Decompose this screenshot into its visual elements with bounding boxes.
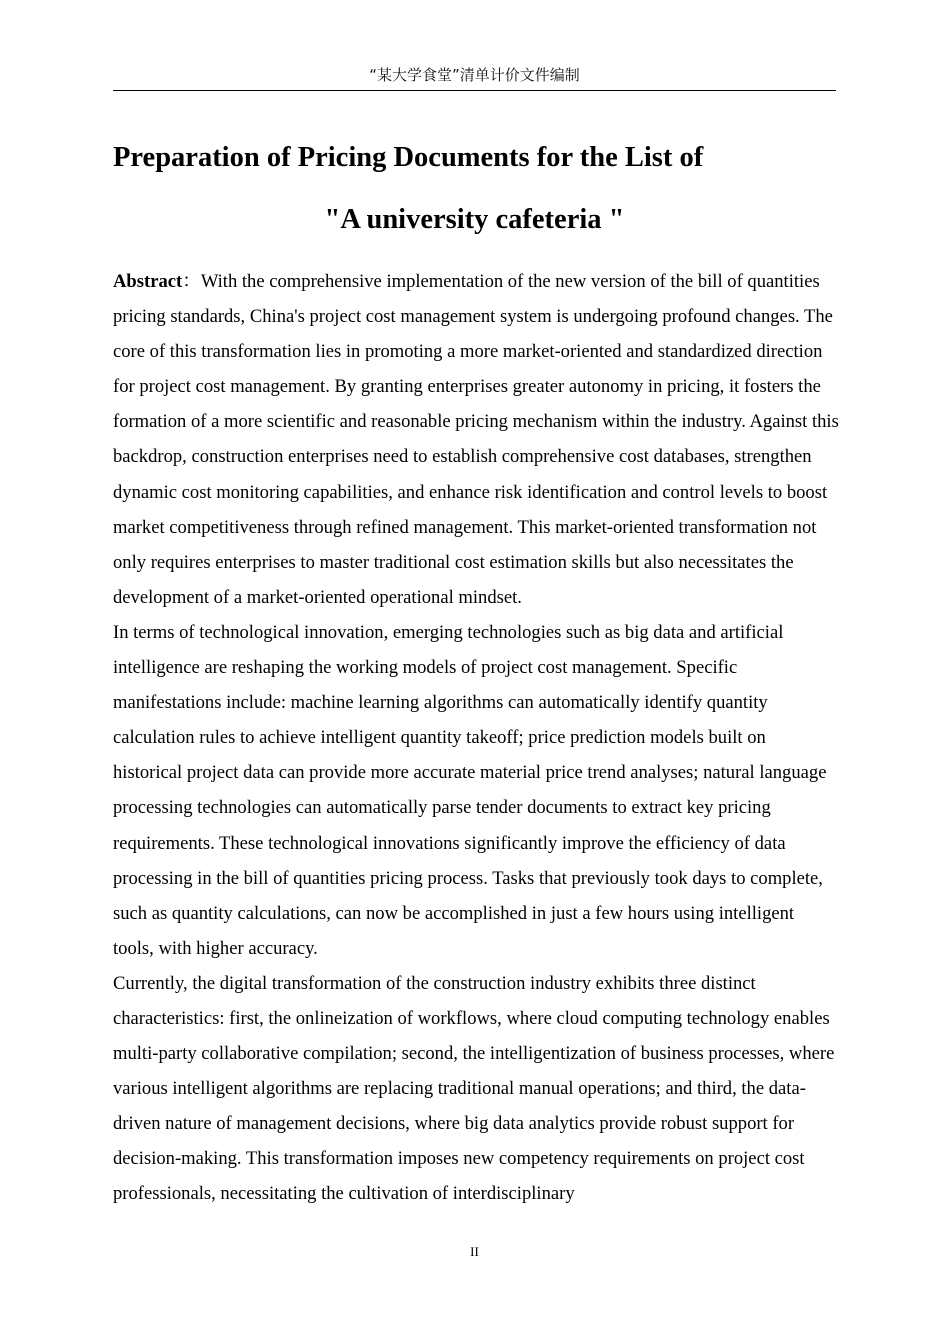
page-number: II [470,1244,479,1259]
abstract-paragraph-3: Currently, the digital transformation of the construction industry exhibits three distinct characteristics: first, the onlineization of workflows, where cloud computing technology enables multi-party collaborative compilation; second, the intelligentization of business processes, where various intelligent algorithms are replacing traditional manual operations; and third, the data-driven nature of management decisions, where big data analytics provide robust support for decision-making. This transformation imposes new competency requirements on project cost professionals, necessitating the cultivation of interdisciplinary [113,972,835,1205]
title-line-1: Preparation of Pricing Documents for the List of [113,142,704,173]
abstract-section [113,264,839,1212]
abstract-paragraph-2: In terms of technological innovation, emerging technologies such as big data and artificial intelligence are reshaping the working models of project cost management. Specific manifestations include: machine learning algorithms can automatically identify quantity calculation rules to achieve intelligent quantity takeoff; price prediction models built on historical project data can provide more accurate material price trend analyses; natural language processing technologies can automatically parse tender documents to extract key pricing requirements. These technological innovations significantly improve the efficiency of data processing in the bill of quantities pricing process. Tasks that previously took days to complete, such as quantity calculations, can now be accomplished in just a few hours using intelligent tools, with higher accuracy. [113,621,827,959]
title-line-2: "A university cafeteria " [324,204,625,235]
abstract-paragraph-1-text: With the comprehensive implementation of the new version of the bill of quantities pricing standards, China's project cost management system is undergoing profound changes. The core of this transformation lies in promoting a more market-oriented and standardized direction for project cost management. By granting enterprises greater autonomy in pricing, it fosters the formation of a more scientific and reasonable pricing mechanism within the industry. Against this backdrop, construction enterprises need to establish comprehensive cost databases, strengthen dynamic cost monitoring capabilities, and enhance risk identification and control levels to boost market competitiveness through refined management. This market-oriented transformation not only requires enterprises to master traditional cost estimation skills but also necessitates the development of a market-oriented operational mindset. [113,271,839,608]
running-header: “某大学食堂”清单计价文件编制 [369,66,580,84]
abstract-paragraph-1 [113,264,839,615]
header-rule [113,90,836,91]
abstract-separator: ： [182,271,201,292]
abstract-label: Abstract [113,271,183,292]
